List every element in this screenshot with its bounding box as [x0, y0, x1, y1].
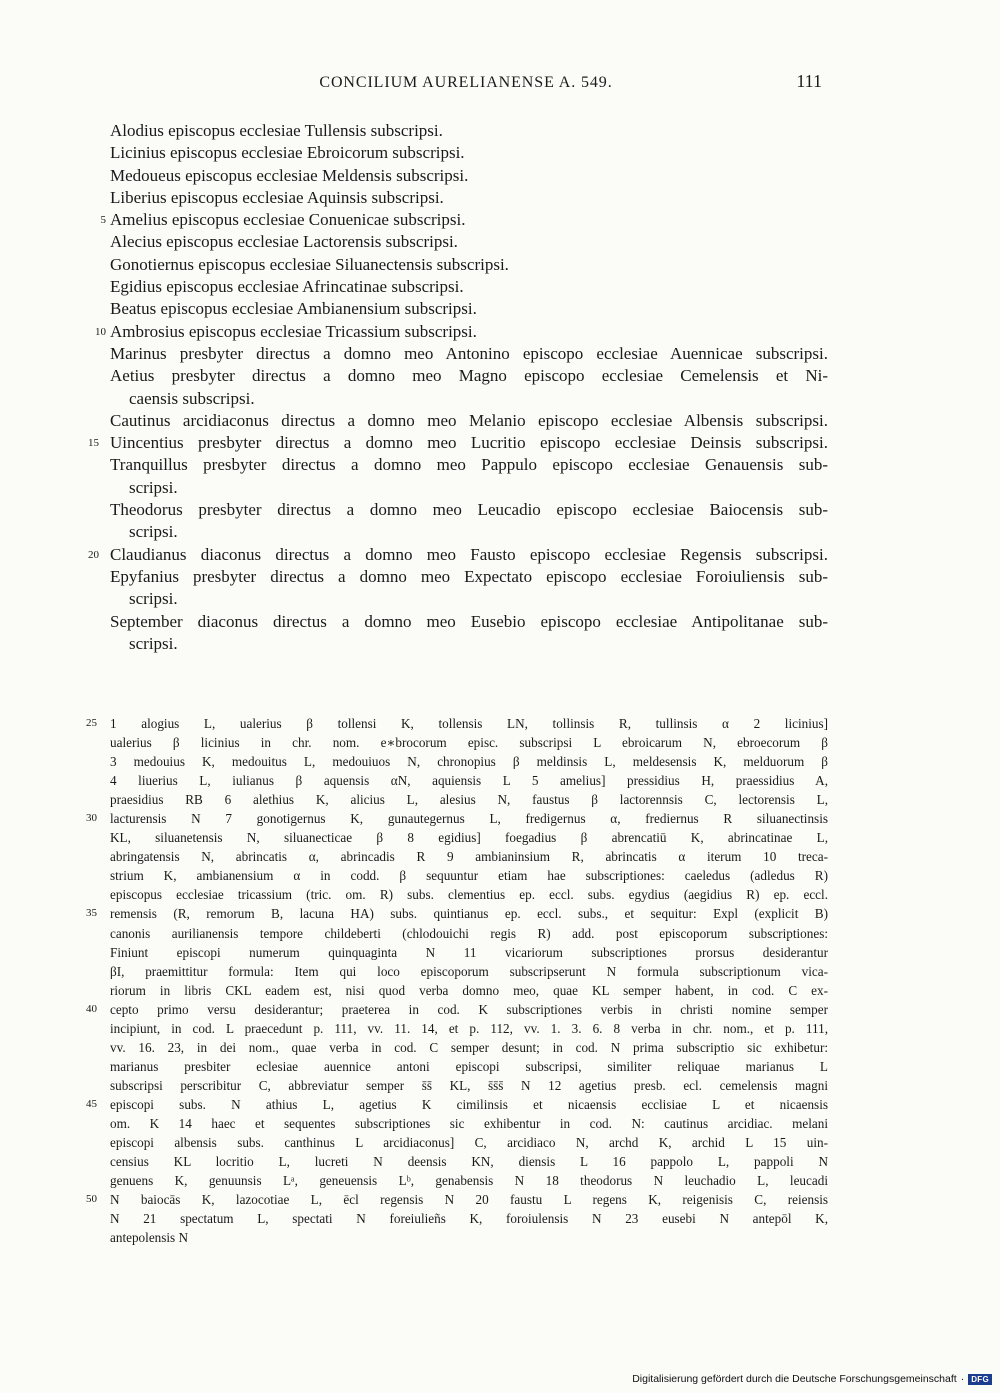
- subscription-line: [88, 432, 828, 454]
- apparatus-line: [110, 1171, 828, 1190]
- subscription-line: [110, 142, 828, 164]
- apparatus-line: [86, 904, 828, 923]
- apparatus-line-text: N baiocās K, lazocotiae L, ēcl regensis N 20 faustu L regens K, reigenisis C, reiensis: [110, 1192, 828, 1208]
- subscription-line-text: Uincentius presbyter directus a domno meo Lucritio episcopo ecclesiae Deinsis subscripsi.: [110, 433, 828, 453]
- line-number: 40: [86, 1002, 97, 1015]
- line-number: 15: [88, 437, 99, 450]
- subscription-line: [110, 343, 828, 365]
- apparatus-line: [110, 1076, 828, 1095]
- apparatus-line: [110, 1057, 828, 1076]
- apparatus-line: [110, 866, 828, 885]
- apparatus-line: [110, 1114, 828, 1133]
- apparatus-line: [86, 809, 828, 828]
- line-number: 50: [86, 1193, 97, 1206]
- subscription-line: [110, 231, 828, 253]
- line-number: 20: [88, 548, 99, 561]
- subscription-line-text: Alodius episcopus ecclesiae Tullensis subscripsi.: [110, 121, 443, 140]
- subscription-line: [110, 454, 828, 476]
- subscription-line-text: Theodorus presbyter directus a domno meo Leucadio episcopo ecclesiae Baiocensis sub-: [110, 500, 828, 520]
- subscription-line: [110, 566, 828, 588]
- subscription-line-text: scripsi.: [129, 477, 178, 497]
- apparatus-line: [110, 790, 828, 809]
- subscription-line-text: Liberius episcopus ecclesiae Aquinsis subscripsi.: [110, 187, 444, 207]
- subscription-line-text: Aetius presbyter directus a domno meo Magno episcopo ecclesiae Cemelensis et Ni-: [110, 366, 828, 386]
- apparatus-line-text: ualerius β licinius in chr. nom. e∗brocorum episc. subscripsi L ebroicarum N, ebroecorum β: [110, 735, 828, 751]
- apparatus-line-text: βI, praemittitur formula: Item qui loco episcoporum subscripserunt N formula subscriptionum vica-: [110, 963, 828, 979]
- subscription-line-text: Medoueus episcopus ecclesiae Meldensis subscripsi.: [110, 165, 469, 185]
- apparatus-line: [110, 1228, 828, 1247]
- subscription-line-text: caensis subscripsi.: [129, 388, 255, 408]
- apparatus-line-text: N 21 spectatum L, spectati N foreiulieñs K, foroiulensis N 23 eusebi N antepōl K,: [110, 1211, 828, 1227]
- subscription-line-text: Gonotiernus episcopus ecclesiae Siluanectensis subscripsi.: [110, 254, 509, 274]
- running-title: CONCILIUM AURELIANENSE A. 549.: [319, 74, 613, 91]
- subscription-line: [110, 254, 828, 276]
- apparatus-line: [86, 1190, 828, 1209]
- subscription-line: [110, 298, 828, 320]
- apparatus-line: [86, 714, 828, 733]
- subscription-line: [110, 588, 828, 610]
- subscription-line: [100, 209, 828, 231]
- apparatus-line: [110, 771, 828, 790]
- apparatus-line-text: 4 liuerius L, iulianus β aquensis αN, aquiensis L 5 amelius] pressidius H, praessidius A,: [110, 773, 828, 789]
- subscription-line: [88, 544, 828, 566]
- apparatus-line: [110, 1152, 828, 1171]
- apparatus-line-text: 1 alogius L, ualerius β tollensi K, tollensis LN, tollinsis R, tullinsis α 2 licinius]: [110, 716, 828, 731]
- apparatus-line-text: cepto primo versu desiderantur; praeterea in cod. K subscriptiones verbis in christi nomine semper: [110, 1001, 828, 1017]
- apparatus-line-text: censius KL locritio L, lucreti N deensis KN, diensis L 16 pappolo L, pappoli N: [110, 1154, 828, 1170]
- apparatus-line-text: 3 medouius K, medouitus L, medouiuos N, chronopius β meldinsis L, meldesensis K, melduorum β: [110, 754, 828, 770]
- subscription-line: [110, 521, 828, 543]
- apparatus-line: [110, 733, 828, 752]
- subscription-line: [110, 388, 828, 410]
- apparatus-line-text: subscripsi perscribitur C, abbreviatur semper s̄s̄ KL, s̄s̄s̄ N 12 agetius presb. ecl. cemelensis magni: [110, 1077, 828, 1093]
- subscription-line: [110, 611, 828, 633]
- subscription-line-text: September diaconus directus a domno meo Eusebio episcopo ecclesiae Antipolitanae sub-: [110, 611, 828, 631]
- page-header: [110, 71, 822, 98]
- apparatus-line-text: om. K 14 haec et sequentes subscriptiones sic exhibentur in cod. N: cautinus arcidiac. melani: [110, 1115, 828, 1131]
- subscription-line-text: Licinius episcopus ecclesiae Ebroicorum subscripsi.: [110, 143, 465, 163]
- subscription-line-text: Claudianus diaconus directus a domno meo Fausto episcopo ecclesiae Regensis subscripsi.: [110, 544, 828, 564]
- apparatus-line-text: praesidius RB 6 alethius K, alicius L, alesius N, faustus β lactorennsis C, lectorensis L,: [110, 792, 828, 808]
- subscription-line: [110, 633, 828, 655]
- apparatus-line: [110, 1133, 828, 1152]
- line-number: 5: [100, 214, 106, 227]
- apparatus-line: [110, 1019, 828, 1038]
- apparatus-line: [110, 943, 828, 962]
- subscription-line: [110, 410, 828, 432]
- apparatus-line: [110, 1209, 828, 1228]
- subscription-line-text: Beatus episcopus ecclesiae Ambianensium subscripsi.: [110, 299, 477, 319]
- subscription-line-text: Marinus presbyter directus a domno meo Antonino episcopo ecclesiae Auennicae subscripsi.: [110, 343, 828, 363]
- subscription-line-text: Ambrosius episcopus ecclesiae Tricassium subscripsi.: [110, 321, 477, 341]
- line-number: 25: [86, 717, 97, 729]
- subscription-line: [110, 477, 828, 499]
- subscription-line-text: Egidius episcopus ecclesiae Afrincatinae subscripsi.: [110, 277, 464, 297]
- apparatus-line-text: marianus presbiter eclesiae auennice antoni episcopi subscripsi, similiter reliquae marianus L: [110, 1058, 828, 1074]
- subscription-line: [110, 365, 828, 387]
- subscription-line: [110, 165, 828, 187]
- apparatus-line-text: canonis aurilianensis tempore childeberti (chlodouichi regis R) add. post episcoporum subscriptiones:: [110, 925, 828, 941]
- line-number: 10: [95, 325, 106, 338]
- apparatus-line-text: genuens K, genuunsis Lᵃ, geneuensis Lᵇ, genabensis N 18 theodorus N leuchadio L, leucadi: [110, 1173, 828, 1189]
- subscription-line: [110, 187, 828, 209]
- apparatus-line-text: riorum in libris CKL eadem est, nisi quod verba domno meo, quae KL semper habent, in cod. C ex-: [110, 982, 828, 998]
- line-number: 35: [86, 907, 97, 920]
- apparatus-line-text: strium K, ambianensium α in codd. β sequuntur etiam hae subscriptiones: caeledus (adledus R): [110, 868, 828, 884]
- subscription-line: [110, 276, 828, 298]
- apparatus-line: [110, 1038, 828, 1057]
- apparatus-line-text: KL, siluanetensis N, siluanecticae β 8 egidius] foegadius β abrencatiū K, abrincatinae L,: [110, 830, 828, 846]
- subscription-line: [110, 120, 828, 142]
- page-number: 111: [796, 71, 822, 91]
- critical-apparatus: [86, 714, 828, 1247]
- line-number: 30: [86, 812, 97, 825]
- footer-credit: Digitalisierung gefördert durch die Deutsche Forschungsgemeinschaft · DFG: [632, 1373, 992, 1385]
- apparatus-line: [110, 924, 828, 943]
- apparatus-line-text: episcopi albensis subs. canthinus L arcidiaconus] C, arcidiaco N, archd K, archid L 15 uin-: [110, 1135, 828, 1151]
- apparatus-line: [110, 962, 828, 981]
- subscription-line-text: scripsi.: [129, 522, 178, 542]
- subscription-line-text: Tranquillus presbyter directus a domno meo Pappulo episcopo ecclesiae Genauensis sub-: [110, 455, 828, 475]
- apparatus-line-text: abringatensis N, abrincatis α, abrincadis R 9 ambianinsium R, abrincatis α iterum 10 treca-: [110, 849, 828, 865]
- subscription-line: [110, 499, 828, 521]
- apparatus-line: [86, 1095, 828, 1114]
- footer-credit-text: Digitalisierung gefördert durch die Deutsche Forschungsgemeinschaft: [632, 1373, 957, 1385]
- apparatus-line-text: incipiunt, in cod. L praecedunt p. 111, vv. 11. 14, et p. 112, vv. 1. 3. 6. 8 verba in chr. nom., et p. 111,: [110, 1020, 828, 1036]
- subscription-line-text: Epyfanius presbyter directus a domno meo Expectato episcopo ecclesiae Foroiuliensis sub-: [110, 566, 828, 586]
- apparatus-line: [110, 847, 828, 866]
- apparatus-line: [110, 885, 828, 904]
- subscription-line-text: scripsi.: [129, 633, 178, 653]
- apparatus-line-text: Finiunt episcopi numerum quinquaginta N 11 vicariorum subscriptiones prorsus desiderantur: [110, 944, 828, 960]
- apparatus-line-text: episcopi subs. N athius L, agetius K cimilinsis et nicaensis ecclisiae L et nicaensis: [110, 1096, 828, 1112]
- subscription-line-text: Alecius episcopus ecclesiae Lactorensis subscripsi.: [110, 232, 458, 252]
- apparatus-line-text: episcopus ecclesiae tricassium (tric. om. R) subs. clementius ep. eccl. subs. egydius (aegidius R) ep. eccl.: [110, 887, 828, 903]
- subscription-line-text: Amelius episcopus ecclesiae Conuenicae subscripsi.: [110, 210, 466, 230]
- apparatus-line-text: antepolensis N: [110, 1230, 189, 1246]
- subscription-line-text: Cautinus arcidiaconus directus a domno meo Melanio episcopo ecclesiae Albensis subscripsi.: [110, 410, 828, 430]
- line-number: 45: [86, 1097, 97, 1110]
- subscription-line-text: scripsi.: [129, 589, 178, 609]
- apparatus-line: [86, 1000, 828, 1019]
- apparatus-line: [110, 981, 828, 1000]
- apparatus-line: [110, 828, 828, 847]
- apparatus-line-text: vv. 16. 23, in dei nom., quae verba in cod. C semper desunt; in cod. N prima subscriptio sic exhibetur:: [110, 1039, 828, 1055]
- apparatus-line: [110, 752, 828, 771]
- apparatus-line-text: remensis (R, remorum B, lacuna HA) subs. quintianus ep. eccl. subs., et sequitur: Expl (explicit B): [110, 906, 828, 922]
- apparatus-line-text: lacturensis N 7 gonotigernus K, gunautegernus L, fredigernus α, frediernus R siluanectinsis: [110, 811, 828, 827]
- subscription-line: [95, 321, 828, 343]
- main-text: [88, 120, 828, 655]
- dfg-logo-icon: DFG: [968, 1374, 992, 1385]
